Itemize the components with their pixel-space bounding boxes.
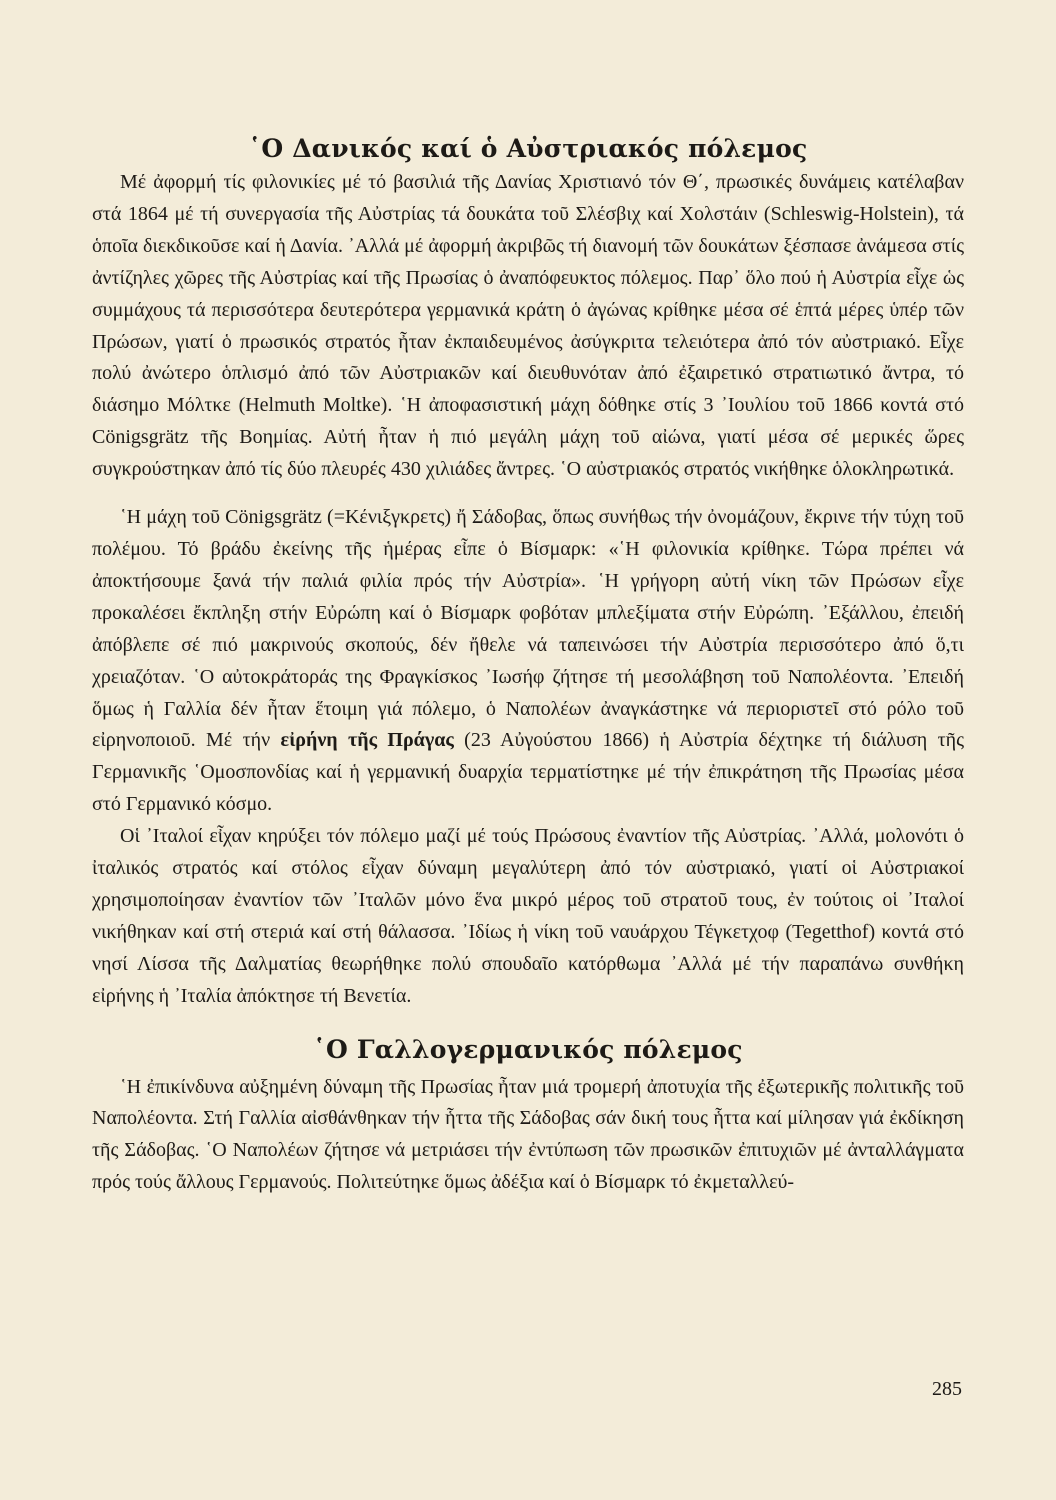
section-heading-danish-austrian-war: ῾Ο Δανικός καί ὁ Αὐστριακός πόλεμος: [248, 134, 808, 163]
paragraph-franco-prussian: ῾Η ἐπικίνδυνα αὐξημένη δύναμη τῆς Πρωσίας ἦταν μιά τρομερή ἀποτυχία τῆς ἐξωτερικῆς πολιτικῆς τοῦ Ναπολέοντα. Στή Γαλλία αἰσθάνθηκαν τήν ἧττα τῆς Σάδοβας σάν δική τους ἧττα καί μίλησαν γιά ἐκδίκηση τῆς Σάδοβας. ῾Ο Ναπολέων ζήτησε νά μετριάσει τήν ἐντύπωση τῶν πρωσικῶν ἐπιτυχιῶν μέ ἀνταλλάγματα πρός τούς ἄλλους Γερμανούς. Πολιτεύτηκε ὅμως ἀδέξια καί ὁ Βίσμαρκ τό ἐκμεταλλεύ-: [92, 1075, 964, 1194]
paragraph-sadowa-text-end: (23 Αὐγούστου 1866) ἡ Αὐστρία δέχτηκε τή διάλυση τῆς Γερμανικῆς ῾Ομοσπονδίας καί ἡ γερμανική δυαρχία τερματίστηκε μέ τήν ἐπικράτηση τῆς Πρωσίας μέσα στό Γερμανικό κόσμο.: [92, 729, 964, 816]
section-heading-franco-prussian-war: ῾Ο Γαλλογερμανικός πόλεμος: [313, 1034, 743, 1064]
peace-of-prague-bold: εἰρήνη τῆς Πράγας: [280, 729, 454, 752]
paragraph-danish-war: Μέ ἀφορμή τίς φιλονικίες μέ τό βασιλιά τῆς Δανίας Χριστιανό τόν Θ΄, πρωσικές δυνάμεις κατέλαβαν στά 1864 μέ τή συνεργασία τῆς Αὐστρίας τά δουκάτα τοῦ Σλέσβιχ καί Χολστάιν (Schleswig-Holstein), τά ὁποῖα διεκδικοῦσε καί ἡ Δανία. ᾿Αλλά μέ ἀφορμή ἀκριβῶς τή διανομή τῶν δουκάτων ξέσπασε ἀνάμεσα στίς ἀντίζηλες χῶρες τῆς Αὐστρίας καί τῆς Πρωσίας ὁ ἀναπόφευκτος πόλεμος. Παρ᾿ ὅλο πού ἡ Αὐστρία εἶχε ὡς συμμάχους τά περισσότερα δευτερότερα γερμανικά κράτη ὁ ἀγώνας κρίθηκε μέσα σέ ἑπτά μέρες ὑπέρ τῶν Πρώσων, γιατί ὁ πρωσικός στρατός ἦταν ἐκπαιδευμένος ἀσύγκριτα τελειότερα ἀπό τόν αὐστριακό. Εἶχε πολύ ἀνώτερο ὁπλισμό ἀπό τῶν Αὐστριακῶν καί διευθυνόταν ἀπό ἐξαιρετικό στρατιωτικό ἄντρα, τό διάσημο Μόλτκε (Helmuth Moltke). ῾Η ἀποφασιστική μάχη δόθηκε στίς 3 ᾿Ιουλίου τοῦ 1866 κοντά στό Cönigsgrätz τῆς Βοημίας. Αὐτή ἦταν ἡ πιό μεγάλη μάχη τοῦ αἰώνα, γιατί μέσα σέ μερικές ὥρες συγκρούστηκαν ἀπό τίς δύο πλευρές 430 χιλιάδες ἄντρες. ῾Ο αὐστριακός στρατός νικήθηκε ὁλοκληρωτικά.: [92, 171, 964, 481]
paragraph-sadowa-text-start: ῾Η μάχη τοῦ Cönigsgrätz (=Κένιξγκρετς) ἤ Σάδοβας, ὅπως συνήθως τήν ὀνομάζουν, ἔκρινε τήν τύχη τοῦ πολέμου. Τό βράδυ ἐκείνης τῆς ἡμέρας εἶπε ὁ Βίσμαρκ: «῾Η φιλονικία κρίθηκε. Τώρα πρέπει νά ἀποκτήσουμε ξανά τήν παλιά φιλία πρός τήν Αὐστρία». ῾Η γρήγορη αὐτή νίκη τῶν Πρώσων εἶχε προκαλέσει ἔκπληξη στήν Εὐρώπη καί ὁ Βίσμαρκ φοβόταν μπλεξίματα στήν Εὐρώπη. ᾿Εξάλλου, ἐπειδή ἀπόβλεπε σέ πιό μακρινούς σκοπούς, δέν ἤθελε νά ταπεινώσει τήν Αὐστρία περισσότερο ἀπό ὅ,τι χρειαζόταν. ῾Ο αὐτοκράτοράς της Φραγκίσκος ᾿Ιωσήφ ζήτησε τή μεσολάβηση τοῦ Ναπολέοντα. ᾿Επειδή ὅμως ἡ Γαλλία δέν ἦταν ἕτοιμη γιά πόλεμο, ὁ Ναπολέων ἀναγκάστηκε νά περιοριστεῖ στό ρόλο τοῦ εἰρηνοποιοῦ. Μέ τήν: [92, 506, 964, 752]
page-body: [92, 120, 964, 1199]
paragraph-italian-war: Οἱ ᾿Ιταλοί εἶχαν κηρύξει τόν πόλεμο μαζί μέ τούς Πρώσους ἐναντίον τῆς Αὐστρίας. ᾿Αλλά, μολονότι ὁ ἰταλικός στρατός καί στόλος εἶχαν δύναμη μεγαλύτερη ἀπό τόν αὐστριακό, γιατί οἱ Αὐστριακοί χρησιμοποίησαν ἐναντίον τῶν ᾿Ιταλῶν μόνο ἕνα μικρό μέρος τοῦ στρατοῦ τους, ἐν τούτοις οἱ ᾿Ιταλοί νικήθηκαν καί στή στεριά καί στή θάλασσα. ᾿Ιδίως ἡ νίκη τοῦ ναυάρχου Τέγκετχοφ (Tegetthof) κοντά στό νησί Λίσσα τῆς Δαλματίας θεωρήθηκε πολύ σπουδαῖο κατόρθωμα ᾿Αλλά μέ τήν παραπάνω συνθήκη εἰρήνης ἡ ᾿Ιταλία ἀπόκτησε τή Βενετία.: [92, 825, 964, 1007]
page-number: 285: [932, 1378, 962, 1400]
paragraph-sadowa-battle: [92, 502, 964, 821]
